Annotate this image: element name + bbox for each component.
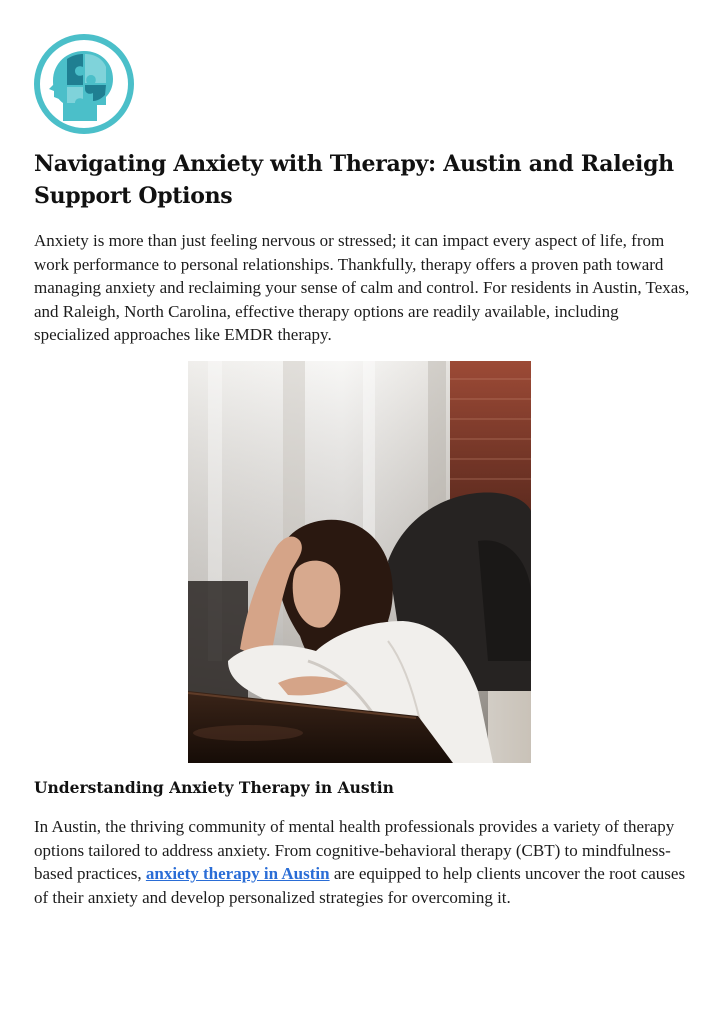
section-text-after: are equipped to help clients uncover the root causes of their anxiety and develop personalized strategies for overcoming it. <box>34 864 686 907</box>
section-paragraph <box>34 815 690 909</box>
article-title: Navigating Anxiety with Therapy: Austin and Raleigh Support Options <box>34 151 674 209</box>
section-text-before: In Austin, the thriving community of mental health professionals provides a variety of therapy options tailored to address anxiety. From cognitive-behavioral therapy (CBT) to mindfulness-based practices, <box>34 817 675 884</box>
section-heading: Understanding Anxiety Therapy in Austin <box>34 778 394 797</box>
article-photo <box>188 361 531 763</box>
head-puzzle-logo-icon <box>33 33 135 135</box>
intro-paragraph: Anxiety is more than just feeling nervous or stressed; it can impact every aspect of life, from work performance to personal relationships. Thankfully, therapy offers a proven path toward managing anxiety and reclaiming your sense of calm and control. For residents in Austin, Texas, and Raleigh, North Carolina, effective therapy options are readily available, including specialized approaches like EMDR therapy. <box>34 231 690 345</box>
anxiety-therapy-austin-link[interactable]: anxiety therapy in Austin <box>145 864 330 884</box>
